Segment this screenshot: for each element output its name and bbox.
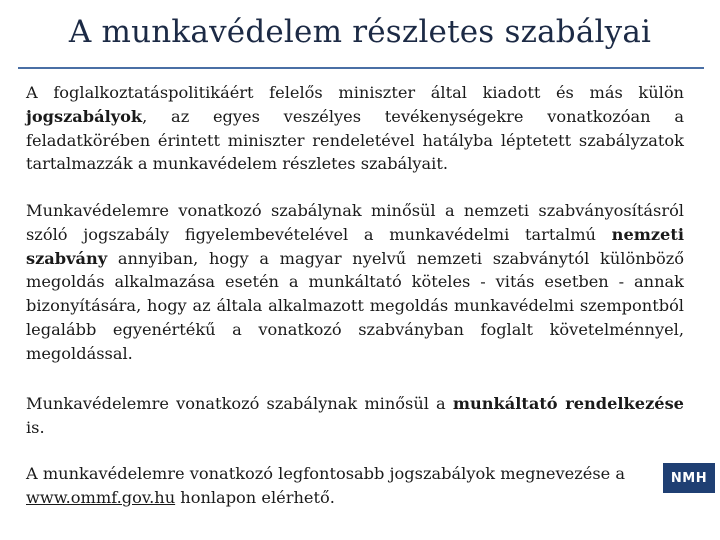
emphasis-nemzeti-szabvany: nemzeti szabvány [26,224,684,268]
slide-title: A munkavédelem részletes szabályai [68,14,652,50]
nmh-logo: NMH [663,463,715,493]
paragraph-text: A munkavédelemre vonatkozó legfontosabb jogszabályok megnevezése a [26,464,626,483]
paragraph-munkaltato-rendelkezese [26,392,684,440]
paragraph-text: A foglalkoztatáspolitikáért felelős miniszter által kiadott és más külön [26,83,684,102]
emphasis-jogszabalyok: jogszabályok [26,106,143,126]
paragraph-text: honlapon elérhető. [175,487,335,507]
emphasis-munkaltato-rendelkezese: munkáltató rendelkezése [452,394,684,413]
paragraph-text: is. [26,417,45,437]
paragraph-text: Munkavédelemre vonatkozó szabálynak minősül a [26,394,453,413]
title-underline-rule [18,67,704,69]
paragraph-text: , az egyes veszélyes tevékenységekre vonatkozóan a feladatkörében érintett miniszter rendeletével hatályba léptetett szabályzatok tartalmazzák a munkavédelem részletes szabályait. [26,106,684,174]
paragraph-nemzeti-szabvany [26,199,684,366]
paragraph-website [26,462,684,510]
paragraph-text: annyiban, hogy a magyar nyelvű nemzeti szabványtól különböző megoldás alkalmazása esetén a munkáltató köteles - vitás esetben - annak bizonyítására, hogy az általa alkalmazott megoldás munkavédelmi szempontból legalább egyenértékű a vonatkozó szabványban foglalt követelménnyel, megoldással. [26,248,684,363]
website-link[interactable]: www.ommf.gov.hu [26,487,176,507]
paragraph-jogszabalyok [26,81,684,176]
paragraph-text: Munkavédelemre vonatkozó szabálynak minősül a nemzeti szabványosításról szóló jogszabály figyelembevételével a munkavédelmi tartalmú [26,201,684,244]
